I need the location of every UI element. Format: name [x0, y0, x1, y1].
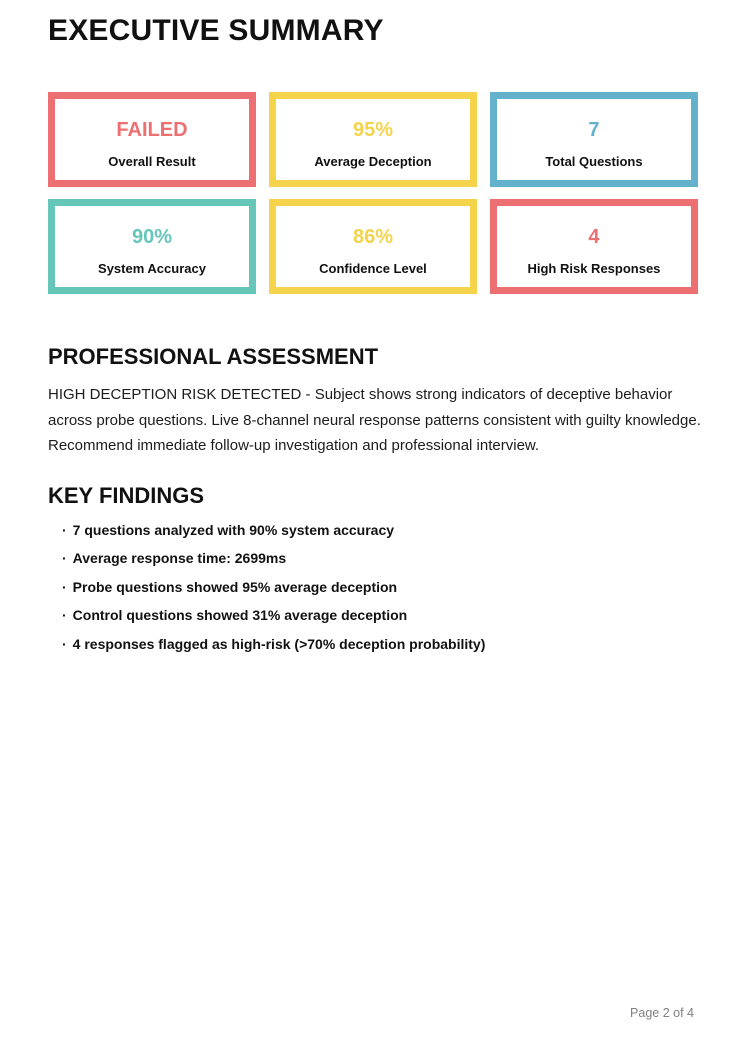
stat-card-value: 86%	[352, 226, 393, 248]
stat-card-label: Overall Result	[108, 154, 196, 169]
page-number: Page 2 of 4	[630, 1006, 694, 1020]
bullet-dot: ·	[62, 550, 67, 566]
stat-card-label: Confidence Level	[319, 261, 427, 276]
stat-card-value: 90%	[131, 226, 172, 248]
stat-card-system-accuracy	[48, 199, 256, 294]
assessment-body: HIGH DECEPTION RISK DETECTED - Subject shows strong indicators of deceptive behavior across probe questions. Live 8-channel neural response patterns consistent with guilty knowledge. Recommend immediate follow-up investigation and professional interview.	[48, 386, 701, 454]
stat-cards-grid	[48, 92, 698, 294]
stat-card-value: 7	[588, 119, 600, 141]
finding-text: Average response time: 2699ms	[72, 550, 287, 566]
stat-card-overall-result	[48, 92, 256, 187]
finding-item	[62, 579, 695, 596]
stat-card-value: 95%	[352, 119, 393, 141]
findings-list	[48, 522, 695, 653]
stat-card-average-deception	[269, 92, 477, 187]
finding-item	[62, 522, 695, 539]
assessment-heading: PROFESSIONAL ASSESSMENT	[48, 344, 379, 369]
stat-card-label: Average Deception	[314, 154, 432, 169]
finding-text: 7 questions analyzed with 90% system accuracy	[72, 521, 395, 538]
finding-text: Control questions showed 31% average deception	[72, 607, 408, 623]
stat-card-value: 4	[588, 226, 600, 248]
stat-card-label: System Accuracy	[98, 261, 206, 276]
stat-card-high-risk-responses	[490, 199, 698, 294]
bullet-dot: ·	[62, 521, 67, 538]
bullet-dot: ·	[62, 635, 67, 652]
finding-item	[62, 550, 695, 567]
finding-item	[62, 607, 695, 624]
stat-card-value: FAILED	[116, 119, 188, 141]
findings-heading: KEY FINDINGS	[48, 482, 205, 508]
finding-text: Probe questions showed 95% average deception	[72, 578, 398, 595]
finding-text: 4 responses flagged as high-risk (>70% deception probability)	[72, 635, 486, 652]
finding-item	[62, 636, 695, 653]
stat-card-label: High Risk Responses	[527, 261, 661, 276]
bullet-dot: ·	[62, 607, 67, 623]
stat-card-label: Total Questions	[545, 154, 643, 169]
bullet-dot: ·	[62, 578, 67, 595]
page-title: EXECUTIVE SUMMARY	[48, 14, 384, 47]
stat-card-total-questions	[490, 92, 698, 187]
stat-card-confidence-level	[269, 199, 477, 294]
